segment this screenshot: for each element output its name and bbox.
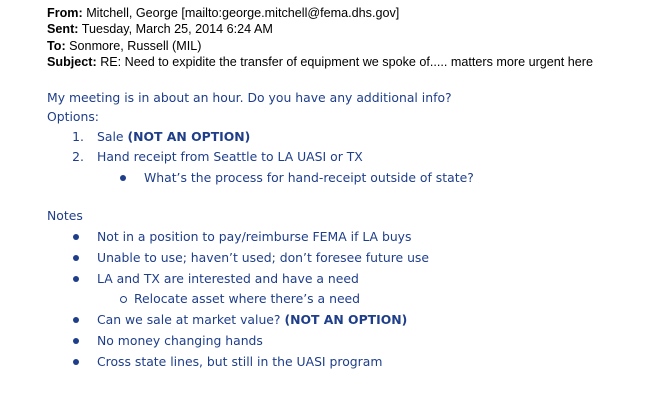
note-item [47, 352, 547, 372]
note-item [47, 331, 547, 351]
subject-value: RE: Need to expidite the transfer of equipment we spoke of..... matters more urgent here [100, 54, 593, 69]
note-item [47, 310, 547, 330]
note-emphasis: (NOT AN OPTION) [284, 312, 408, 327]
intro-text: My meeting is in about an hour. Do you have any additional info? [47, 90, 452, 105]
option-sub-text: What’s the process for hand-receipt outside of state? [144, 170, 474, 185]
subject-line [47, 54, 657, 70]
notes-heading-text: Notes [47, 208, 83, 223]
note-text: LA and TX are interested and have a need [97, 271, 359, 286]
email-header [47, 5, 657, 70]
option-number: 2. [72, 149, 84, 164]
note-text: Unable to use; haven’t used; don’t foresee future use [97, 250, 430, 265]
option-emphasis: (NOT AN OPTION) [127, 129, 251, 144]
sent-value: Tuesday, March 25, 2014 6:24 AM [81, 22, 273, 37]
sent-label: Sent: [47, 22, 79, 37]
to-value: Sonmore, Russell (MIL) [69, 38, 202, 53]
option-sub-item [47, 168, 547, 188]
note-sub-item [47, 289, 547, 309]
note-text: Not in a position to pay/reimburse FEMA if LA buys [97, 229, 412, 244]
from-value: Mitchell, George [mailto:george.mitchell@fema.dhs.gov] [86, 6, 400, 20]
note-item [47, 248, 547, 268]
note-item [47, 269, 547, 289]
options-heading-text: Options: [47, 109, 99, 124]
option-item [47, 147, 447, 167]
bullet-dot-icon [73, 359, 79, 365]
to-label: To: [47, 38, 66, 53]
bullet-dot-icon [120, 175, 126, 181]
note-item [47, 227, 547, 247]
note-text: Cross state lines, but still in the UASI program [97, 354, 383, 369]
options-heading [47, 107, 99, 127]
notes-heading [47, 206, 83, 226]
bullet-dot-icon [73, 317, 79, 323]
bullet-circle-icon [120, 296, 127, 303]
option-number: 1. [72, 129, 84, 144]
from-line [47, 5, 657, 21]
from-label: From: [47, 6, 83, 20]
bullet-dot-icon [73, 255, 79, 261]
bullet-dot-icon [73, 276, 79, 282]
note-label: Can we sale at market value? [97, 312, 285, 327]
note-text: No money changing hands [97, 333, 263, 348]
subject-label: Subject: [47, 54, 97, 69]
option-label: Sale [97, 129, 128, 144]
option-text [97, 127, 250, 147]
bullet-dot-icon [73, 338, 79, 344]
option-item [47, 127, 447, 147]
sent-line [47, 21, 657, 37]
bullet-dot-icon [73, 234, 79, 240]
intro-paragraph [47, 88, 452, 108]
option-text: Hand receipt from Seattle to LA UASI or TX [97, 149, 363, 164]
note-sub-text: Relocate asset where there’s a need [134, 291, 361, 306]
to-line [47, 38, 657, 54]
note-text [97, 310, 407, 330]
